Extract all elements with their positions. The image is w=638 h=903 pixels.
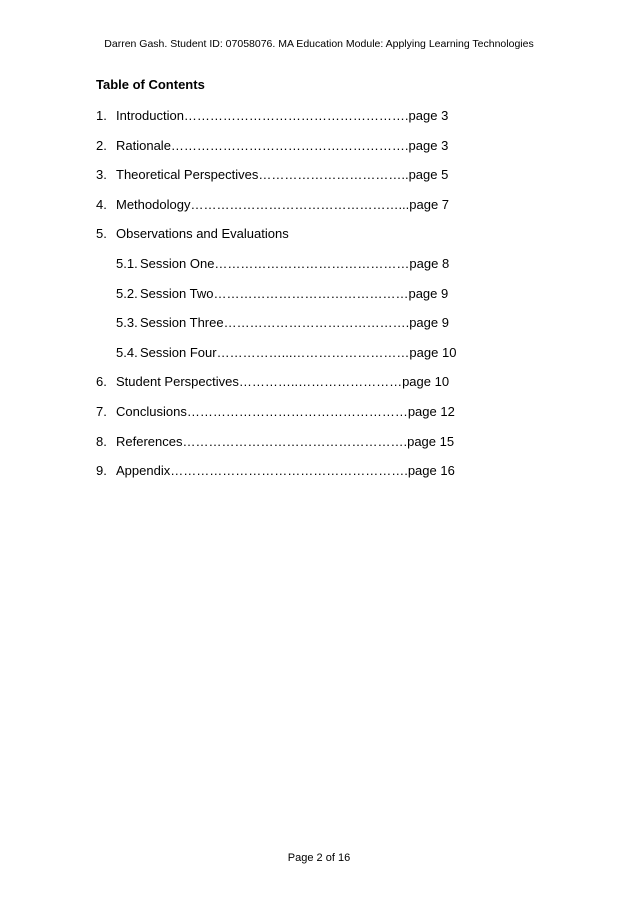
toc-entry-session-four bbox=[96, 345, 536, 375]
toc-entry-introduction bbox=[96, 108, 536, 138]
toc-entry-number: 5. bbox=[96, 226, 107, 242]
toc-entry-number: 5.1. bbox=[116, 255, 138, 271]
table-of-contents bbox=[96, 108, 536, 493]
toc-title: Table of Contents bbox=[96, 77, 205, 92]
toc-entry-number: 1. bbox=[96, 108, 107, 123]
toc-entry-number: 5.3. bbox=[116, 315, 138, 331]
toc-entry-text: Introduction…………………………………………….page 3 bbox=[116, 108, 449, 123]
toc-entry-theoretical-perspectives bbox=[96, 167, 536, 197]
toc-entry-text: Methodology…………………………………………...page 7 bbox=[116, 196, 450, 212]
toc-entry-text: Theoretical Perspectives……………………………..page 5 bbox=[116, 167, 449, 183]
toc-entry-number: 7. bbox=[96, 403, 107, 419]
toc-entry-session-one bbox=[96, 256, 536, 286]
toc-entry-session-two bbox=[96, 286, 536, 316]
toc-entry-student-perspectives bbox=[96, 374, 536, 404]
toc-entry-methodology bbox=[96, 197, 536, 227]
toc-entry-text: Session Two………………………………………page 9 bbox=[140, 285, 449, 301]
toc-entry-text: Observations and Evaluations bbox=[116, 226, 289, 242]
toc-entry-appendix bbox=[96, 463, 536, 493]
page-footer: Page 2 of 16 bbox=[287, 852, 351, 864]
toc-entry-references bbox=[96, 434, 536, 464]
toc-entry-rationale bbox=[96, 138, 536, 168]
toc-entry-number: 9. bbox=[96, 463, 107, 479]
toc-entry-text: Session Three…………………………………….page 9 bbox=[140, 315, 449, 331]
toc-entry-text: Appendix……………………………………………….page 16 bbox=[116, 463, 455, 479]
toc-entry-number: 5.4. bbox=[116, 344, 138, 360]
page-header: Darren Gash. Student ID: 07058076. MA Education Module: Applying Learning Technologies bbox=[104, 38, 534, 50]
toc-entry-observations bbox=[96, 226, 536, 256]
toc-entry-conclusions bbox=[96, 404, 536, 434]
toc-entry-text: Rationale……………………………………………….page 3 bbox=[116, 137, 449, 153]
toc-entry-number: 4. bbox=[96, 196, 107, 212]
toc-entry-text: References…………………………………………….page 15 bbox=[116, 433, 455, 449]
toc-entry-text: Student Perspectives…………..……………………page 10 bbox=[116, 374, 450, 390]
toc-entry-number: 8. bbox=[96, 433, 107, 449]
toc-entry-text: Conclusions……………………………………………page 12 bbox=[116, 403, 455, 419]
toc-entry-number: 2. bbox=[96, 137, 107, 153]
toc-entry-number: 6. bbox=[96, 374, 107, 390]
toc-entry-session-three bbox=[96, 315, 536, 345]
toc-entry-number: 5.2. bbox=[116, 285, 138, 301]
toc-entry-number: 3. bbox=[96, 167, 107, 183]
toc-entry-text: Session One………………………………………page 8 bbox=[140, 255, 450, 271]
toc-entry-text: Session Four……………...………………………page 10 bbox=[140, 344, 457, 360]
